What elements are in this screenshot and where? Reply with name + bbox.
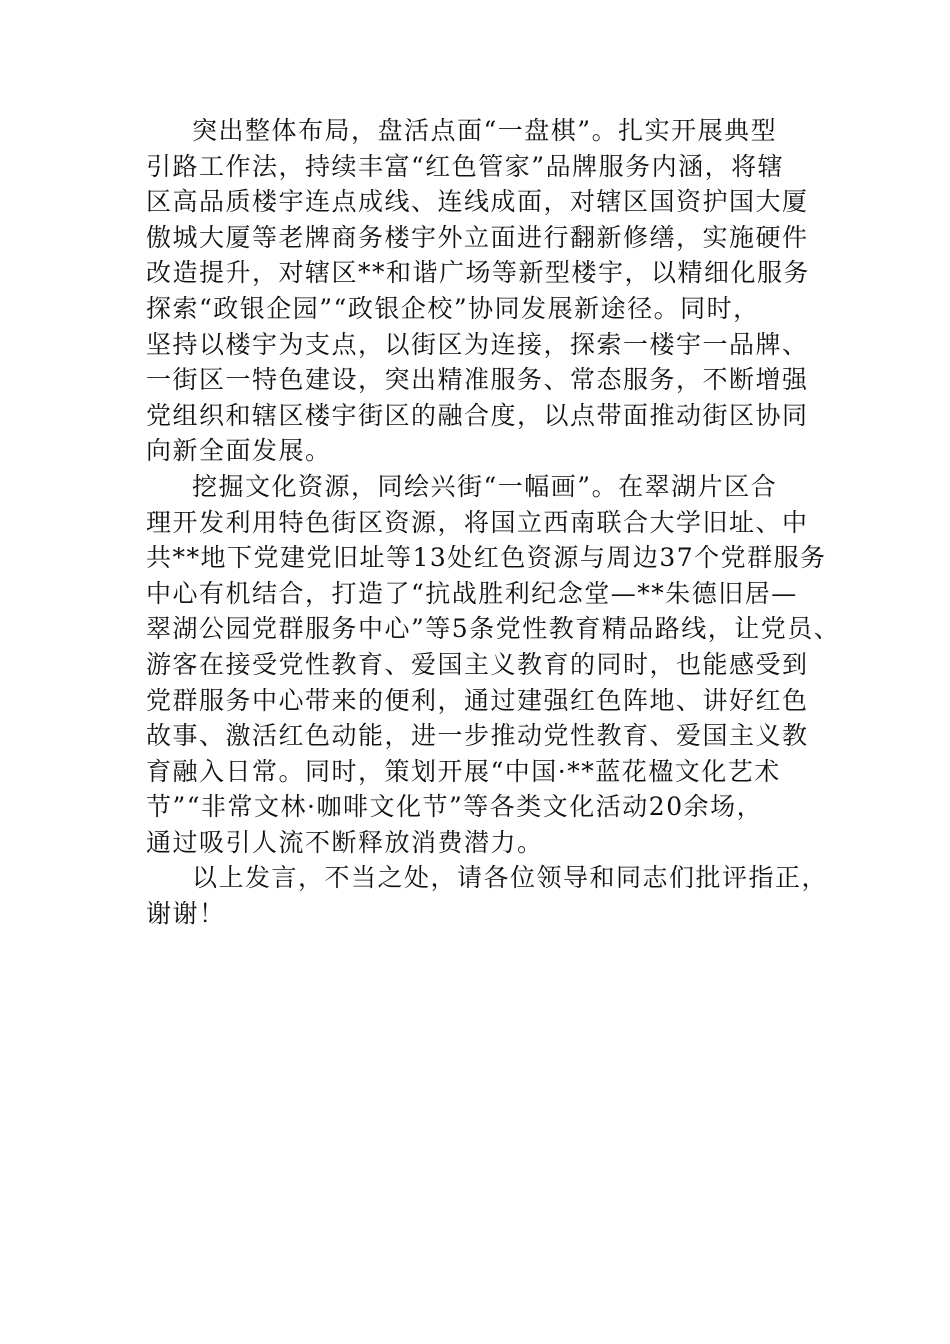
text-line: 探索“政银企园”“政银企校”协同发展新途径。同时， (146, 293, 760, 323)
text-line: 翠湖公园党群服务中心”等5条党性教育精品路线，让党员、 (146, 614, 841, 644)
text-line: 改造提升，对辖区**和谐广场等新型楼宇，以精细化服务 (146, 258, 811, 288)
text-line: 傲城大厦等老牌商务楼宇外立面进行翻新修缮，实施硬件 (146, 222, 809, 252)
body-text (146, 113, 841, 932)
text-line: 谢谢！ (146, 899, 226, 929)
text-line: 中心有机结合，打造了“抗战胜利纪念堂—**朱德旧居— (146, 578, 798, 608)
text-line: 游客在接受党性教育、爱国主义教育的同时，也能感受到 (146, 649, 809, 679)
text-line: 通过吸引人流不断释放消费潜力。 (146, 827, 544, 857)
text-line: 理开发利用特色街区资源，将国立西南联合大学旧址、中 (146, 507, 809, 537)
text-line: 区高品质楼宇连点成线、连线成面，对辖区国资护国大厦 (146, 187, 809, 217)
paragraph-closing (146, 860, 832, 931)
text-line: 一街区一特色建设，突出精准服务、常态服务，不断增强 (146, 365, 809, 395)
text-line: 向新全面发展。 (146, 436, 332, 466)
text-line: 挖掘文化资源，同绘兴街“一幅画”。在翠湖片区合 (192, 471, 778, 501)
text-line: 以上发言，不当之处，请各位领导和同志们批评指正， (192, 863, 829, 893)
paragraph-building-layout (146, 113, 832, 469)
paragraph-cultural-resources (146, 469, 841, 861)
text-line: 育融入日常。同时，策划开展“中国·**蓝花楹文化艺术 (146, 756, 781, 786)
text-line: 突出整体布局，盘活点面“一盘棋”。扎实开展典型 (192, 116, 778, 145)
text-line: 节”“非常文林·咖啡文化节”等各类文化活动20余场， (146, 792, 764, 822)
text-line: 引路工作法，持续丰富“红色管家”品牌服务内涵，将辖 (146, 151, 785, 181)
text-line: 共**地下党建党旧址等13处红色资源与周边37个党群服务 (146, 543, 827, 573)
text-line: 故事、激活红色动能，进一步推动党性教育、爱国主义教 (146, 721, 809, 751)
text-line: 党组织和辖区楼宇街区的融合度，以点带面推动街区协同 (146, 400, 809, 430)
text-line: 坚持以楼宇为支点，以街区为连接，探索一楼宇一品牌、 (146, 329, 809, 359)
text-line: 党群服务中心带来的便利，通过建强红色阵地、讲好红色 (146, 685, 809, 715)
